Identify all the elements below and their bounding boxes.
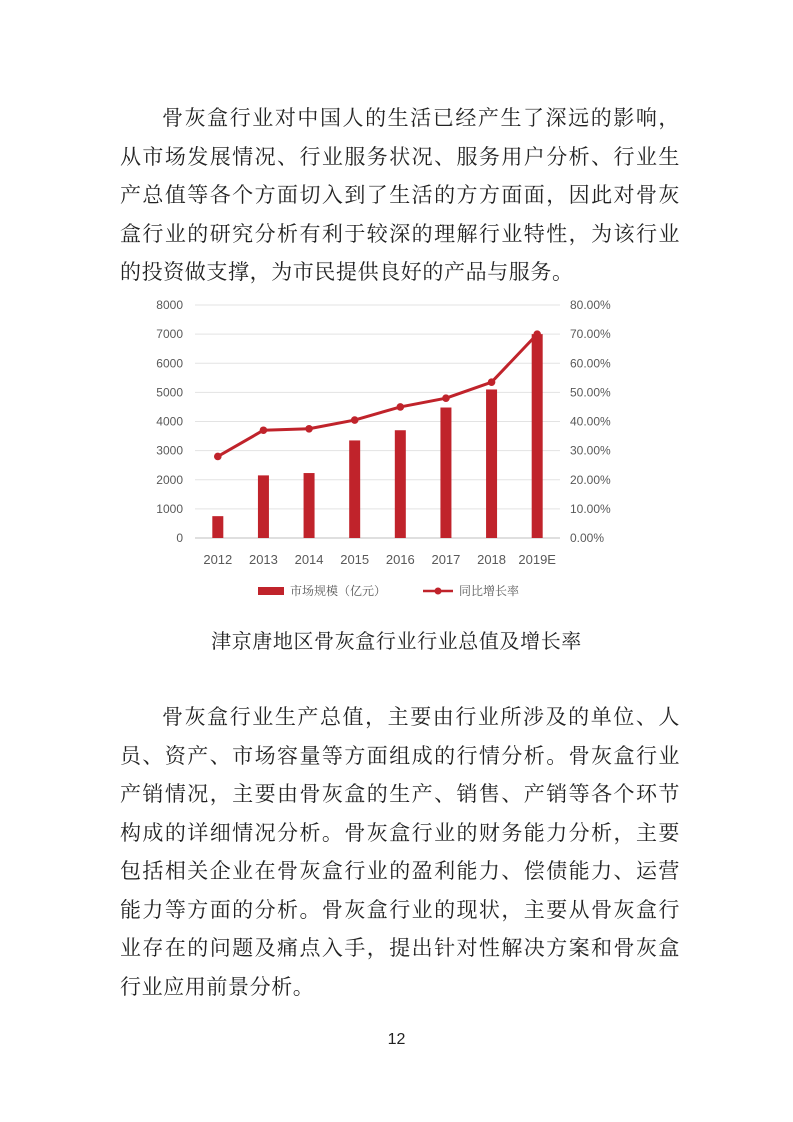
right-tick-label: 10.00% — [570, 501, 611, 516]
left-tick-label: 2000 — [156, 472, 183, 487]
x-tick-label: 2018 — [477, 552, 507, 567]
x-tick-label: 2014 — [294, 552, 324, 567]
analysis-paragraph: 骨灰盒行业生产总值，主要由行业所涉及的单位、人员、资产、市场容量等方面组成的行情分析。骨灰盒行业产销情况，主要由骨灰盒的生产、销售、产销等各个环节构成的详细情况分析。骨灰盒行业的财务能力分析，主要包括相关企业在骨灰盒行业的盈利能力、偿债能力、运营能力等方面的分析。骨灰盒行业的现状，主要从骨灰盒行业存在的问题及痛点入手，提出针对性解决方案和骨灰盒行业应用前景分析。 — [120, 705, 680, 999]
growth-point — [214, 453, 222, 461]
bar — [486, 389, 497, 538]
x-tick-label: 2019E — [518, 552, 556, 567]
right-tick-label: 70.00% — [570, 327, 611, 342]
left-tick-label: 8000 — [156, 298, 183, 312]
growth-point — [351, 416, 359, 424]
bar — [532, 334, 543, 538]
growth-point — [442, 394, 450, 402]
bar — [395, 430, 406, 538]
right-tick-label: 60.00% — [570, 356, 611, 371]
left-tick-label: 3000 — [156, 443, 183, 458]
chart-axis-labels — [156, 298, 611, 567]
x-tick-label: 2016 — [385, 552, 415, 567]
right-tick-label: 20.00% — [570, 472, 611, 487]
right-tick-label: 0.00% — [570, 531, 605, 545]
chart-legend — [258, 583, 519, 598]
right-tick-label: 30.00% — [570, 443, 611, 458]
growth-point — [260, 426, 268, 434]
x-tick-label: 2012 — [203, 552, 233, 567]
growth-point — [305, 425, 313, 433]
page-number: 12 — [387, 1031, 406, 1048]
left-tick-label: 1000 — [156, 501, 183, 516]
legend-bar-swatch — [258, 587, 284, 595]
x-tick-label: 2017 — [431, 552, 461, 567]
bar — [304, 473, 315, 538]
chart-bars — [212, 334, 542, 538]
right-tick-label: 80.00% — [570, 298, 611, 312]
legend-line-marker — [435, 588, 442, 595]
left-tick-label: 0 — [176, 531, 183, 545]
left-tick-label: 7000 — [156, 327, 183, 342]
x-tick-label: 2013 — [248, 552, 278, 567]
chart-caption: 津京唐地区骨灰盒行业行业总值及增长率 — [211, 629, 582, 653]
right-tick-label: 40.00% — [570, 414, 611, 429]
intro-paragraph: 骨灰盒行业对中国人的生活已经产生了深远的影响，从市场发展情况、行业服务状况、服务用户分析、行业生产总值等各个方面切入到了生活的方方面面，因此对骨灰盒行业的研究分析有利于较深的理解行业特性，为该行业的投资做支撑，为市民提供良好的产品与服务。 — [120, 106, 680, 284]
left-tick-label: 6000 — [156, 356, 183, 371]
bar — [212, 516, 223, 538]
growth-point — [488, 378, 496, 386]
chart-gridlines — [195, 305, 560, 538]
market-size-chart — [140, 290, 660, 610]
growth-point — [533, 330, 541, 338]
bar — [258, 475, 269, 538]
x-tick-label: 2015 — [340, 552, 370, 567]
left-tick-label: 4000 — [156, 414, 183, 429]
bar — [349, 440, 360, 538]
left-tick-label: 5000 — [156, 385, 183, 400]
legend-bar-label: 市场规模（亿元） — [290, 584, 387, 598]
bar — [440, 408, 451, 538]
growth-point — [397, 403, 405, 411]
legend-line-label: 同比增长率 — [459, 584, 520, 598]
right-tick-label: 50.00% — [570, 385, 611, 400]
